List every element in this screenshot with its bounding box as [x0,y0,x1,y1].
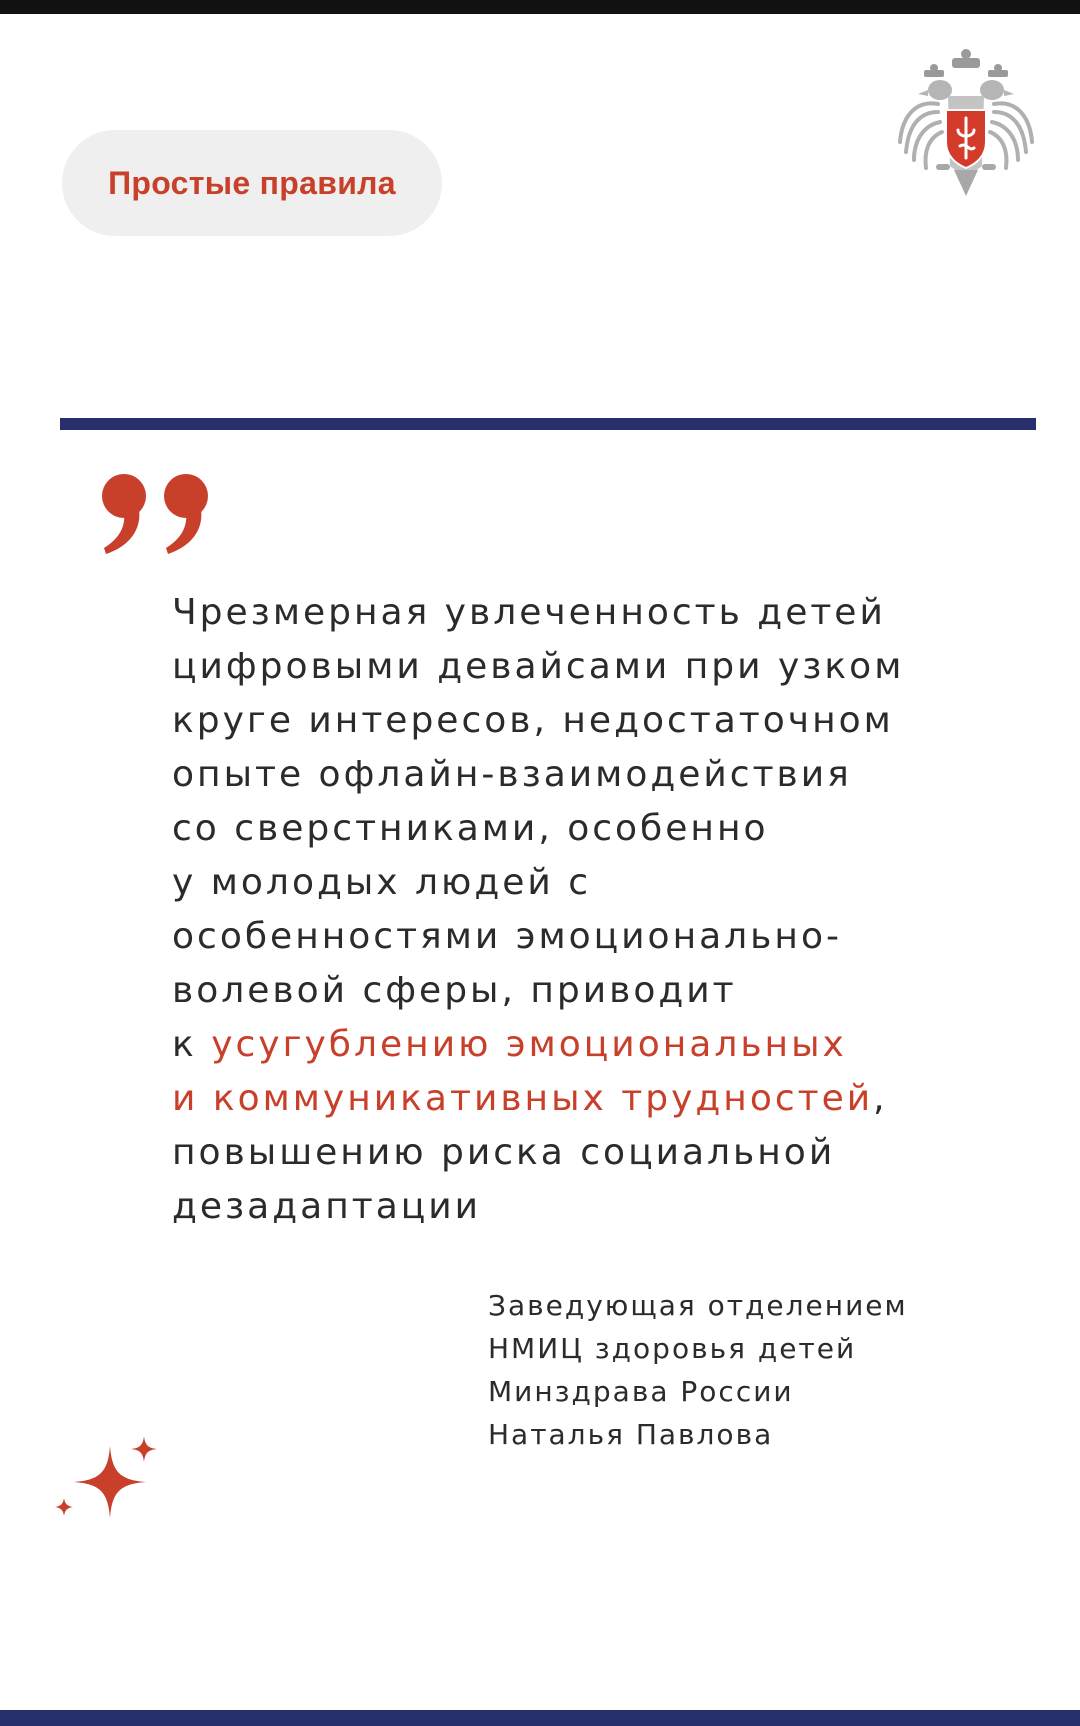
quote-line-suffix: , [873,1078,888,1119]
attribution-name: Наталья Павлова [488,1418,774,1451]
quote-line: круге интересов, недостаточном [172,700,894,741]
quote-attribution [488,1284,1048,1456]
quote-highlight: усугублению эмоциональных [211,1024,847,1065]
category-badge [62,130,442,236]
quote-line: со сверстниками, особенно [172,808,769,849]
quote-highlight: и коммуникативных трудностей [172,1078,874,1119]
attribution-line: Минздрава России [488,1375,794,1408]
footer-bar [0,1710,1080,1726]
attribution-line: НМИЦ здоровья детей [488,1332,857,1365]
quote-line: волевой сферы, приводит [172,970,737,1011]
quote-line: у молодых людей с [172,862,592,903]
status-bar [0,0,1080,14]
ministry-of-health-eagle-emblem-icon [896,46,1036,198]
quote-line: Чрезмерная увлеченность детей [172,592,886,633]
attribution-line: Заведующая отделением [488,1289,908,1322]
sparkle-stars-icon [50,1436,170,1536]
quote-line-prefix: к [172,1024,212,1065]
quote-line: дезадаптации [172,1186,482,1227]
quote-line: опыте офлайн-взаимодействия [172,754,852,795]
quote-line: цифровыми девайсами при узком [172,646,905,687]
quote-line: особенностями эмоционально- [172,916,842,957]
category-badge-label: Простые правила [108,164,396,201]
quote-text [172,586,1032,1234]
quote-mark-icon [100,470,218,556]
quote-line: повышению риска социальной [172,1132,836,1173]
section-divider [60,418,1036,430]
